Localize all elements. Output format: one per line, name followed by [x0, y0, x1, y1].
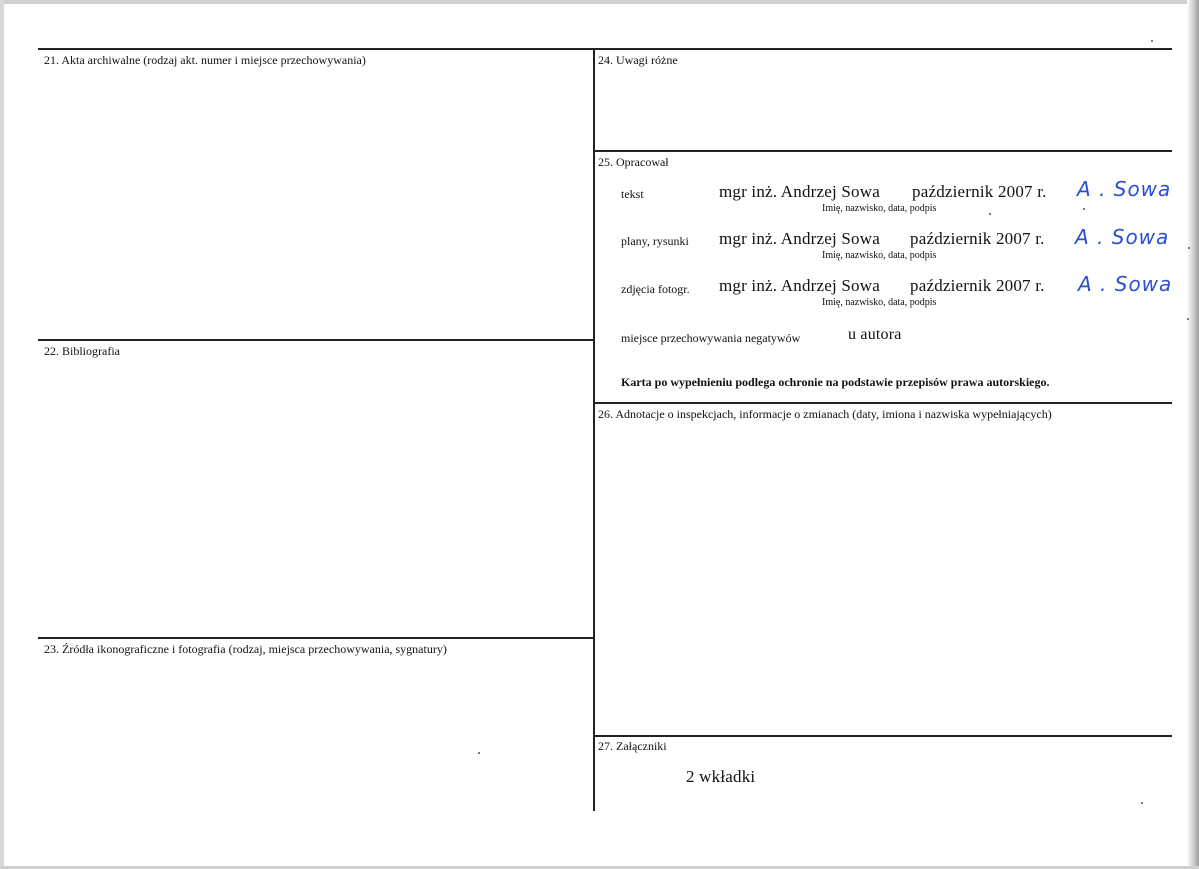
rule-s22-top	[38, 339, 594, 341]
rule-s26-top	[594, 402, 1172, 404]
author-row-photos-signature: A . Sowa	[1078, 272, 1173, 296]
scan-speck	[989, 213, 991, 215]
section-24-label: 24. Uwagi różne	[598, 53, 678, 67]
section-27-label: 27. Załączniki	[598, 739, 667, 753]
scan-speck	[1188, 247, 1190, 249]
scan-speck	[1083, 208, 1085, 210]
attachments-value: 2 wkładki	[686, 767, 756, 786]
author-row-photos-caption: Imię, nazwisko, data, podpis	[822, 297, 937, 308]
author-row-drawings-date: październik 2007 r.	[910, 229, 1045, 248]
section-25-label: 25. Opracował	[598, 155, 669, 169]
author-row-text-caption: Imię, nazwisko, data, podpis	[822, 203, 937, 214]
scan-speck	[1141, 802, 1143, 804]
scan-speck	[1187, 318, 1189, 320]
rule-center-vertical	[593, 48, 595, 811]
rule-s23-top	[38, 637, 594, 639]
scan-speck	[478, 752, 480, 754]
author-row-drawings-signature: A . Sowa	[1075, 225, 1170, 249]
negatives-location-label: miejsce przechowywania negatywów	[621, 331, 801, 345]
author-row-drawings-role: plany, rysunki	[621, 234, 689, 248]
scan-edge-left	[0, 0, 4, 869]
author-row-text-role: tekst	[621, 187, 644, 201]
scan-edge-top	[0, 0, 1199, 4]
rule-s21-top	[38, 48, 594, 50]
negatives-location-value: u autora	[848, 326, 902, 343]
author-row-photos-date: październik 2007 r.	[910, 276, 1045, 295]
copyright-notice: Karta po wypełnieniu podlega ochronie na podstawie przepisów prawa autorskiego.	[621, 375, 1050, 389]
author-row-photos-name: mgr inż. Andrzej Sowa	[719, 276, 880, 295]
rule-s25-top	[594, 150, 1172, 152]
rule-s24-top	[594, 48, 1172, 50]
section-21-label: 21. Akta archiwalne (rodzaj akt. numer i miejsce przechowywania)	[44, 53, 366, 67]
author-row-text-name: mgr inż. Andrzej Sowa	[719, 182, 880, 201]
scan-speck	[1151, 40, 1153, 42]
author-row-drawings-caption: Imię, nazwisko, data, podpis	[822, 250, 937, 261]
author-row-photos-role: zdjęcia fotogr.	[621, 282, 690, 296]
author-row-text-signature: A . Sowa	[1077, 177, 1172, 201]
author-row-text-date: październik 2007 r.	[912, 182, 1047, 201]
section-26-label: 26. Adnotacje o inspekcjach, informacje o zmianach (daty, imiona i nazwiska wypełniających)	[598, 407, 1052, 421]
section-22-label: 22. Bibliografia	[44, 344, 120, 358]
author-row-drawings-name: mgr inż. Andrzej Sowa	[719, 229, 880, 248]
rule-s27-top	[594, 735, 1172, 737]
scan-edge-right	[1187, 0, 1199, 869]
section-23-label: 23. Źródła ikonograficzne i fotografia (rodzaj, miejsca przechowywania, sygnatury)	[44, 642, 447, 656]
